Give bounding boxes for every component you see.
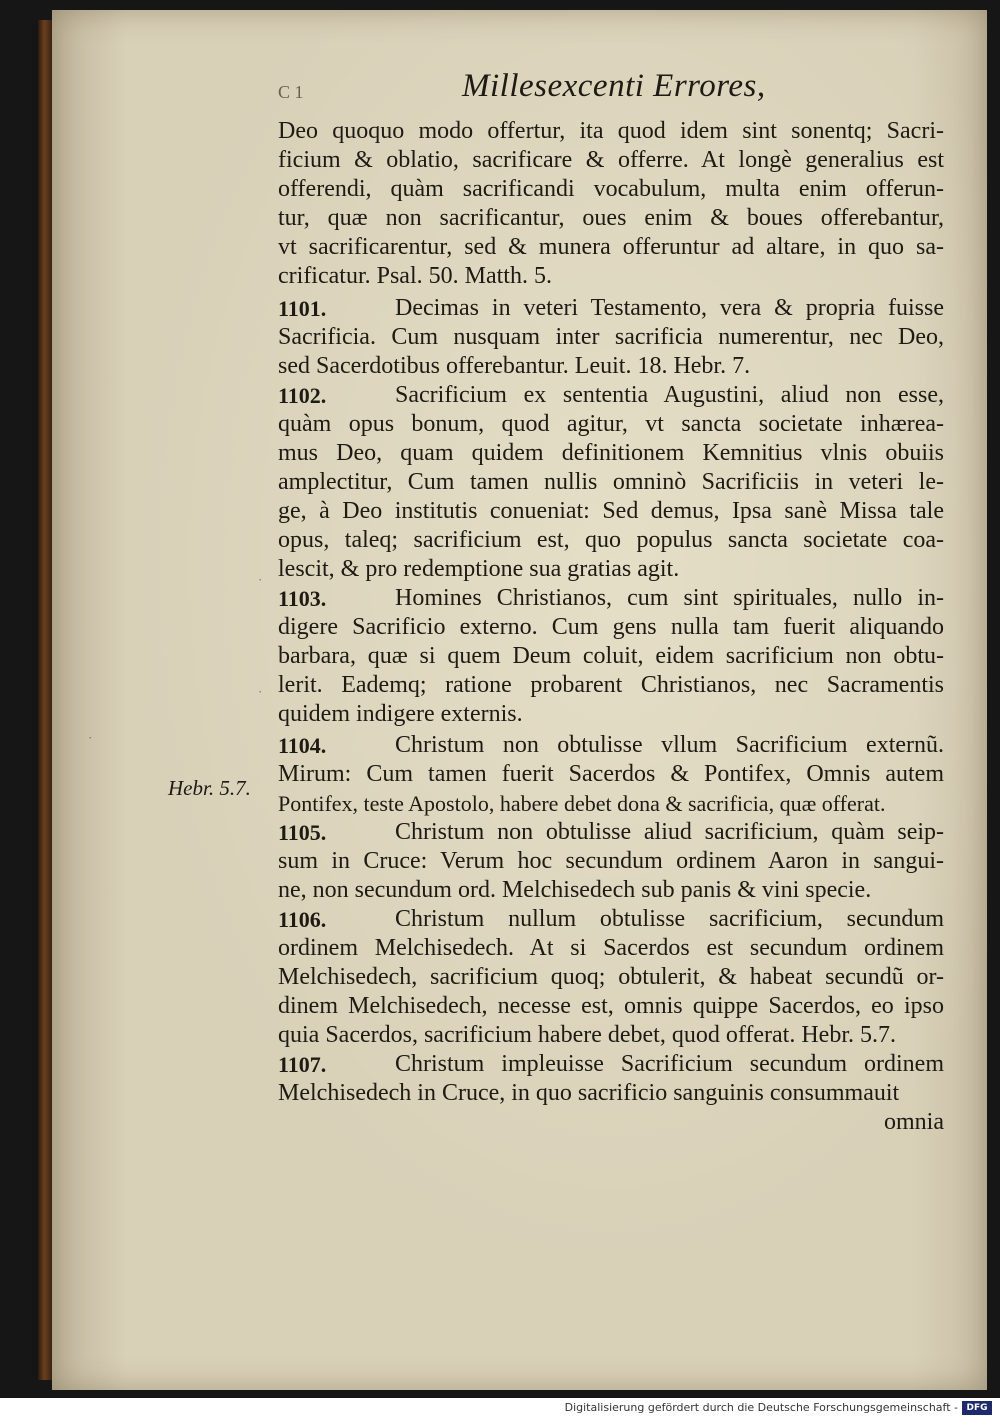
text-line: ficium & oblatio, sacrificare & offerre. At longè generalius est — [278, 147, 944, 173]
text-line: vt sacrificarentur, sed & munera offeruntur ad altare, in quo sa- — [278, 234, 944, 260]
text-line: lescit, & pro redemptione sua gratias agit. — [278, 556, 680, 582]
text-line: digere Sacrificio externo. Cum gens nulla tam fuerit aliquando — [278, 614, 944, 640]
text-line: ordinem Melchisedech. At si Sacerdos est secundum ordinem — [278, 935, 944, 961]
footer-credit: Digitalisierung gefördert durch die Deutsche Forschungsgemeinschaft - — [564, 1401, 958, 1414]
text-line: dinem Melchisedech, necesse est, omnis quippe Sacerdos, eo ipso — [278, 993, 944, 1019]
signature-mark: C 1 — [278, 82, 304, 102]
text-line: Pontifex, teste Apostolo, habere debet dona & sacrificia, quæ offerat. — [278, 791, 886, 816]
text-line: Melchisedech in Cruce, in quo sacrificio sanguinis consummauit — [278, 1080, 900, 1106]
error-first-line: Christum non obtulisse aliud sacrificium, quàm seip- — [395, 819, 944, 845]
text-line: lerit. Eademq; ratione probarent Christianos, nec Sacramentis — [278, 672, 944, 698]
margin-speck: · — [258, 572, 263, 587]
text-line: offerendi, quàm sacrificandi vocabulum, multa enim offerun- — [278, 176, 944, 202]
text-line: quidem indigere externis. — [278, 701, 523, 727]
text-line: amplectitur, Cum tamen nullis omninò Sacrificiis in veteri le- — [278, 469, 944, 495]
error-number: 1103. — [278, 586, 327, 611]
error-first-line: Christum non obtulisse vllum Sacrificium externũ. — [395, 732, 944, 758]
text-line: tur, quæ non sacrificantur, oues enim & boues offerebantur, — [278, 205, 944, 231]
text-line: ge, à Deo institutis conueniat: Sed demus, Ipsa sanè Missa tale — [278, 498, 944, 524]
digitization-footer — [0, 1398, 1000, 1418]
text-line: barbara, quæ si quem Deum coluit, eidem sacrificium non obtu- — [278, 643, 944, 669]
error-first-line: Sacrificium ex sententia Augustini, aliud non esse, — [395, 382, 944, 408]
dfg-logo: DFG — [962, 1401, 992, 1415]
catchword: omnia — [884, 1109, 944, 1135]
error-first-line: Christum nullum obtulisse sacrificium, secundum — [395, 906, 944, 932]
margin-speck: · — [88, 730, 93, 745]
text-line: opus, taleq; sacrificium est, quo populus sancta societate coa- — [278, 527, 944, 553]
error-number: 1101. — [278, 296, 327, 321]
text-line: mus Deo, quam quidem definitionem Kemnitius vlnis obuiis — [278, 440, 944, 466]
book-spine-edge — [38, 20, 52, 1380]
running-title: Millesexcenti Errores, — [462, 68, 766, 104]
text-line: sed Sacerdotibus offerebantur. Leuit. 18. Hebr. 7. — [278, 353, 751, 379]
text-line: Sacrificia. Cum nusquam inter sacrificia numerentur, nec Deo, — [278, 324, 944, 350]
margin-speck: · — [258, 684, 263, 699]
error-number: 1104. — [278, 733, 327, 758]
text-line: sum in Cruce: Verum hoc secundum ordinem Aaron in sangui- — [278, 848, 944, 874]
error-first-line: Decimas in veteri Testamento, vera & propria fuisse — [395, 295, 944, 321]
text-line: Deo quoquo modo offertur, ita quod idem sint sonentq; Sacri- — [278, 118, 944, 144]
text-line: Mirum: Cum tamen fuerit Sacerdos & Pontifex, Omnis autem — [278, 761, 944, 787]
error-first-line: Homines Christianos, cum sint spirituales, nullo in- — [395, 585, 944, 611]
error-number: 1107. — [278, 1052, 327, 1077]
text-line: crificatur. Psal. 50. Matth. 5. — [278, 263, 552, 289]
error-number: 1106. — [278, 907, 327, 932]
text-line: quia Sacerdos, sacrificium habere debet, quod offerat. Hebr. 5.7. — [278, 1022, 896, 1048]
margin-note: Hebr. 5.7. — [168, 776, 251, 800]
text-line: quàm opus bonum, quod agitur, vt sancta societate inhærea- — [278, 411, 944, 437]
error-first-line: Christum impleuisse Sacrificium secundum ordinem — [395, 1051, 944, 1077]
text-line: Melchisedech, sacrificium quoq; obtulerit, & habeat secundũ or- — [278, 964, 944, 990]
error-number: 1102. — [278, 383, 327, 408]
text-line: ne, non secundum ord. Melchisedech sub panis & vini specie. — [278, 877, 872, 903]
error-number: 1105. — [278, 820, 327, 845]
